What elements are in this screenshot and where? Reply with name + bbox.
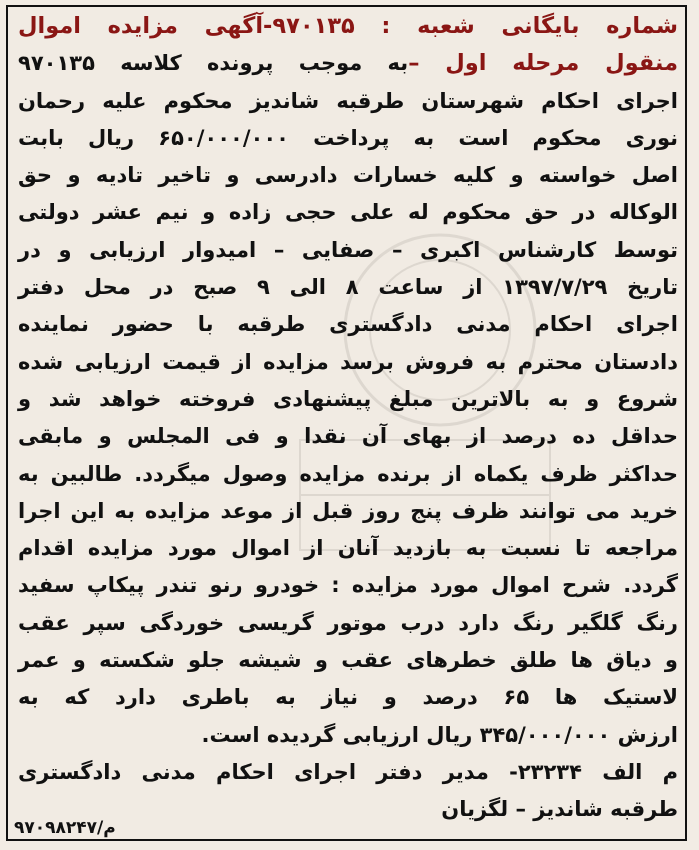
body-line: اصل خواسته و کلیه خسارات دادرسی و تاخیر تادیه و حق — [18, 163, 678, 188]
body-line: توسط کارشناس اکبری – صفایی – امیدوار ارزیابی و در — [18, 237, 678, 262]
body-line: گردد. شرح اموال مورد مزایده : خودرو رنو تندر پیکاپ سفید — [18, 573, 678, 598]
body-line: نوری محکوم است به پرداخت ۶۵۰/۰۰۰/۰۰۰ ریال بابت — [18, 125, 678, 150]
body-line: لاستیک ها ۶۵ درصد و نیاز به باطری دارد که به — [18, 685, 678, 710]
notice-text — [18, 8, 678, 829]
body-line: ارزش ۳۴۵/۰۰۰/۰۰۰ ریال ارزیابی گردیده است. — [201, 722, 678, 747]
notice-heading-line-1: شماره بایگانی شعبه : ۹۷۰۱۳۵-آگهی مزایده اموال — [18, 13, 678, 39]
body-line: حداکثر ظرف یکماه از برنده مزایده وصول میگردد. طالبین به — [18, 461, 678, 486]
body-line: الوکاله در حق محکوم له علی حجی زاده و نیم عشر دولتی — [18, 200, 678, 225]
notice-heading-title: منقول مرحله اول – — [408, 50, 679, 77]
body-line: اجرای احکام شهرستان طرقبه شاندیز محکوم علیه رحمان — [18, 88, 678, 113]
body-line: دادستان محترم به فروش برسد مزایده از قیمت ارزیابی شده — [18, 349, 678, 374]
body-line: مراجعه تا نسبت به بازدید آنان از اموال مورد مزایده اقدام — [18, 536, 678, 561]
body-line: شروع و به بالاترین مبلغ پیشنهادی فروخته خواهد شد و — [18, 386, 678, 411]
body-line: حداقل ده درصد از بهای آن نقدا و فی المجلس و مابقی — [18, 424, 678, 449]
body-line: خرید می توانند ظرف پنج روز قبل از موعد مزایده به این اجرا — [18, 498, 678, 523]
notice-heading-line-2 — [18, 45, 678, 82]
signature-line-2: طرقبه شاندیز – لگزیان — [441, 797, 678, 822]
body-line: تاریخ ۱۳۹۷/۷/۲۹ از ساعت ۸ الی ۹ صبح در محل دفتر — [18, 275, 679, 300]
body-line: رنگ گلگیر رنگ دارد درب موتور گریسی خوردگی سپر عقب — [18, 610, 678, 635]
notice-heading-rest: به موجب پرونده کلاسه ۹۷۰۱۳۵ — [18, 51, 409, 76]
body-line: و دیاق ها طلق خطرهای عقب و شیشه جلو شکسته و عمر — [18, 648, 678, 673]
body-line: اجرای احکام مدنی دادگستری طرقبه با حضور نماینده — [18, 312, 678, 337]
signature-line-1: م الف ۲۳۲۳۴- مدیر دفتر اجرای احکام مدنی دادگستری — [18, 759, 679, 784]
notice-code: م/۹۷۰۹۸۲۴۷ — [14, 818, 116, 838]
